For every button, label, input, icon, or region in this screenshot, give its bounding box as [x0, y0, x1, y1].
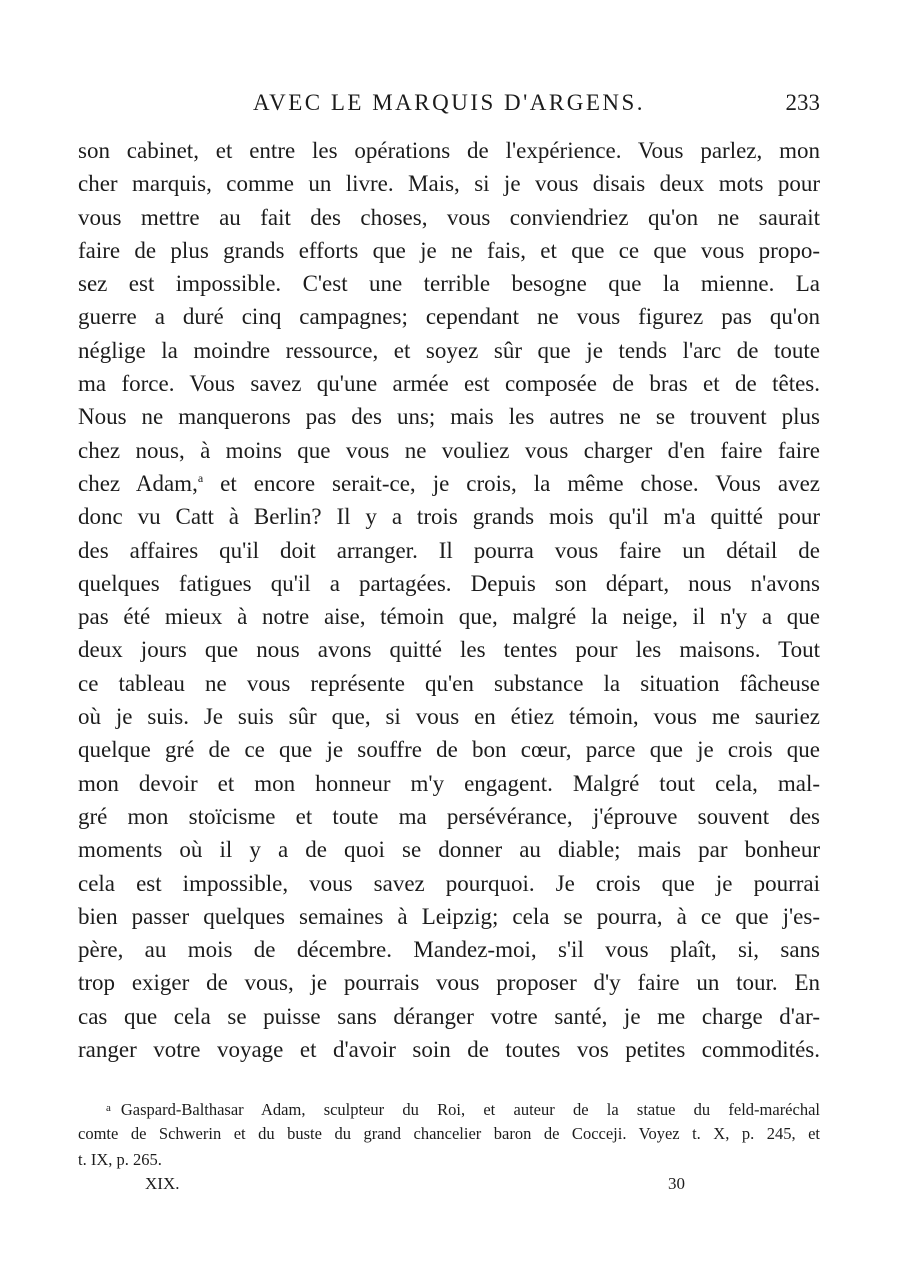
text-line: ce tableau ne vous représente qu'en substance la situation fâcheuse: [78, 670, 820, 696]
text-line-with-note: [78, 467, 820, 500]
text-line: où je suis. Je suis sûr que, si vous en étiez témoin, vous me sauriez: [78, 704, 820, 730]
running-head: [78, 88, 820, 122]
footnote-line: [78, 1095, 820, 1121]
text-line: pas été mieux à notre aise, témoin que, malgré la neige, il n'y a que: [78, 604, 820, 630]
footnote: [78, 1095, 820, 1173]
text-line: sez est impossible. C'est une terrible besogne que la mienne. La: [78, 271, 820, 297]
footnote-line: t. IX, p. 265.: [78, 1150, 162, 1169]
volume-mark: XIX.: [145, 1174, 180, 1193]
text-line: quelque gré de ce que je souffre de bon cœur, parce que je crois que: [78, 737, 820, 763]
signature-line: [78, 1174, 820, 1204]
text-line: Nous ne manquerons pas des uns; mais les autres ne se trouvent plus: [78, 404, 820, 430]
text-line: deux jours que nous avons quitté les tentes pour les maisons. Tout: [78, 637, 820, 663]
text-line: cher marquis, comme un livre. Mais, si je vous disais deux mots pour: [78, 171, 820, 197]
text-line: ma force. Vous savez qu'une armée est composée de bras et de têtes.: [78, 371, 820, 397]
text-line: père, au mois de décembre. Mandez-moi, s'il vous plaît, si, sans: [78, 937, 820, 963]
text-line: faire de plus grands efforts que je ne fais, et que ce que vous propo-: [78, 237, 820, 263]
text-line: trop exiger de vous, je pourrais vous proposer d'y faire un tour. En: [78, 970, 820, 996]
text-line: gré mon stoïcisme et toute ma persévérance, j'éprouve souvent des: [78, 803, 820, 829]
text-line: moments où il y a de quoi se donner au diable; mais par bonheur: [78, 837, 820, 863]
text-segment: chez Adam,: [78, 470, 198, 496]
footnote-text: Gaspard-Balthasar Adam, sculpteur du Roi, et auteur de la statue du feld-maréchal: [120, 1100, 820, 1119]
text-line: guerre a duré cinq campagnes; cependant ne vous figurez pas qu'on: [78, 304, 820, 330]
sheet-mark: 30: [668, 1174, 685, 1193]
text-line: cas que cela se puisse sans déranger votre santé, je me charge d'ar-: [78, 1003, 820, 1029]
text-line: chez nous, à moins que vous ne vouliez vous charger d'en faire faire: [78, 437, 820, 463]
text-line: des affaires qu'il doit arranger. Il pourra vous faire un détail de: [78, 537, 820, 563]
text-line: mon devoir et mon honneur m'y engagent. Malgré tout cela, mal-: [78, 770, 820, 796]
footnote-line: comte de Schwerin et du buste du grand chancelier baron de Cocceji. Voyez t. X, p. 245, et: [78, 1124, 820, 1143]
text-line: cela est impossible, vous savez pourquoi. Je crois que je pourrai: [78, 870, 820, 896]
footnote-reference[interactable]: a: [197, 470, 204, 485]
text-line: ranger votre voyage et d'avoir soin de toutes vos petites commodités.: [78, 1037, 820, 1063]
page-number: 233: [785, 90, 820, 115]
text-line: son cabinet, et entre les opérations de l'expérience. Vous parlez, mon: [78, 138, 820, 163]
body-text: [78, 134, 820, 1066]
text-line: quelques fatigues qu'il a partagées. Depuis son départ, nous n'avons: [78, 570, 820, 596]
text-line: donc vu Catt à Berlin? Il y a trois grands mois qu'il m'a quitté pour: [78, 504, 820, 530]
text-line: bien passer quelques semaines à Leipzig; cela se pourra, à ce que j'es-: [78, 903, 820, 929]
text-line: vous mettre au fait des choses, vous conviendriez qu'on ne saurait: [78, 204, 820, 230]
text-segment: et encore serait-ce, je crois, la même chose. Vous avez: [203, 470, 820, 496]
footnote-mark: a: [106, 1102, 111, 1114]
text-line: néglige la moindre ressource, et soyez sûr que je tends l'arc de toute: [78, 337, 820, 363]
running-title: AVEC LE MARQUIS D'ARGENS.: [252, 90, 646, 115]
